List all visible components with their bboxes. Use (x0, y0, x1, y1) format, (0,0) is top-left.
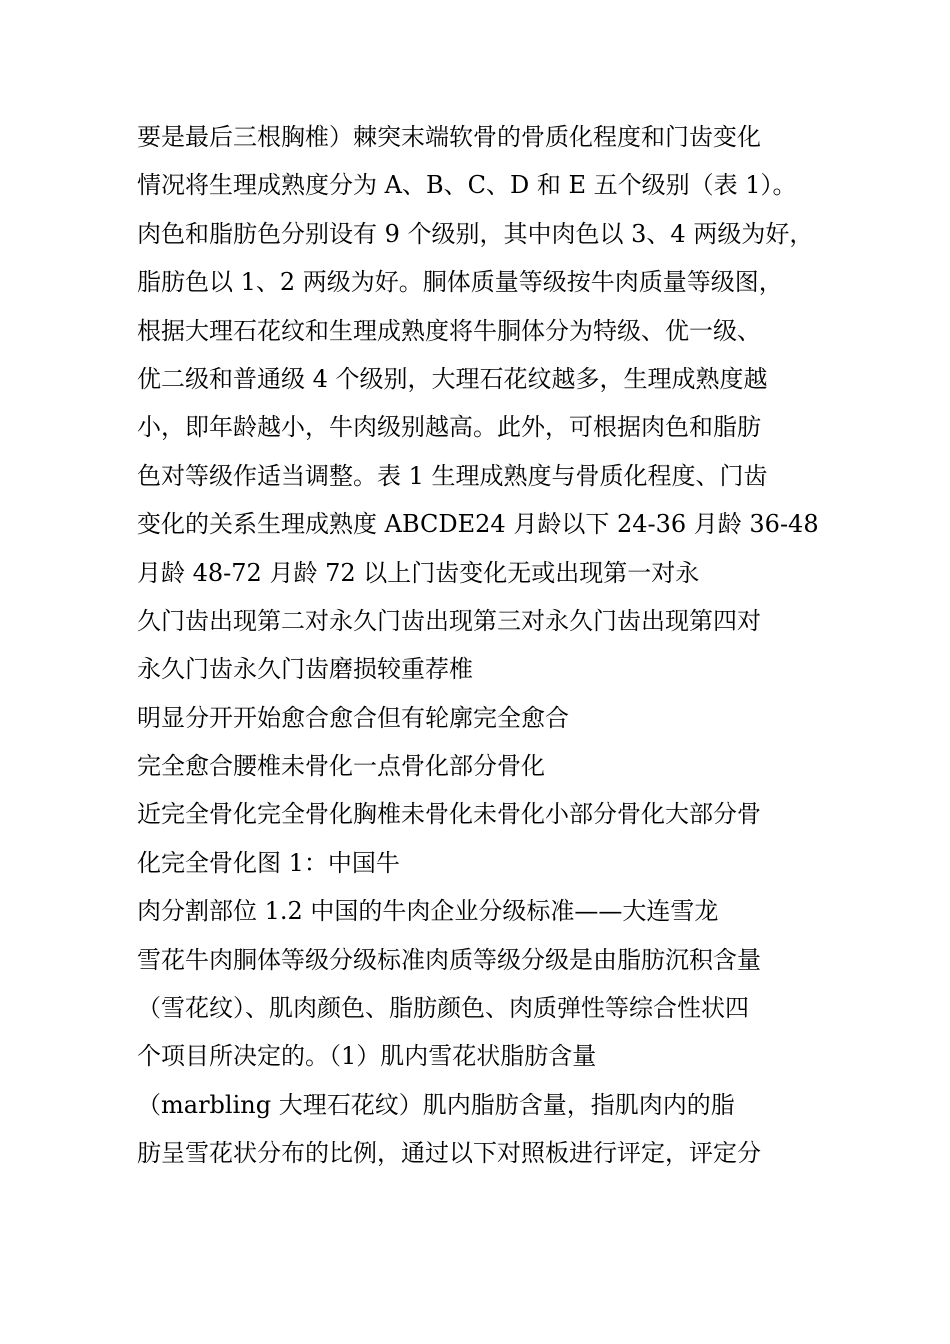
text-line: 根据大理石花纹和生理成熟度将牛胴体分为特级、优一级、 (137, 316, 761, 345)
text-line: 色对等级作适当调整。表 1 生理成熟度与骨质化程度、门齿 (137, 461, 768, 490)
text-line: 永久门齿永久门齿磨损较重荐椎 (137, 655, 473, 684)
text-line: 完全愈合腰椎未骨化一点骨化部分骨化 (137, 752, 545, 781)
text-line: 久门齿出现第二对永久门齿出现第三对永久门齿出现第四对 (137, 606, 761, 635)
text-line: 要是最后三根胸椎）棘突末端软骨的骨质化程度和门齿变化 (137, 123, 761, 151)
text-line: 月龄 48-72 月龄 72 以上门齿变化无或出现第一对永 (137, 558, 700, 587)
text-line: 化完全骨化图 1：中国牛 (137, 848, 400, 877)
text-line: （雪花纹）、肌肉颜色、脂肪颜色、肉质弹性等综合性状四 (137, 994, 749, 1023)
text-line: 小，即年龄越小，牛肉级别越高。此外，可根据肉色和脂肪 (137, 413, 761, 442)
text-line: 肪呈雪花状分布的比例，通过以下对照板进行评定，评定分 (137, 1139, 761, 1168)
text-line: 情况将生理成熟度分为 A、B、C、D 和 E 五个级别（表 1）。 (137, 171, 797, 200)
text-line: 变化的关系生理成熟度 ABCDE24 月龄以下 24-36 月龄 36-48 (137, 510, 819, 539)
text-line: 肉分割部位 1.2 中国的牛肉企业分级标准——大连雪龙 (137, 897, 719, 926)
text-line: 脂肪色以 1、2 两级为好。胴体质量等级按牛肉质量等级图， (137, 268, 783, 297)
text-line: 肉色和脂肪色分别设有 9 个级别，其中肉色以 3、4 两级为好， (137, 219, 814, 248)
text-line: （marbling 大理石花纹）肌内脂肪含量，指肌肉内的脂 (137, 1090, 735, 1119)
body-text (137, 113, 837, 1178)
text-line: 雪花牛肉胴体等级分级标准肉质等级分级是由脂肪沉积含量 (137, 945, 761, 974)
text-line: 优二级和普通级 4 个级别，大理石花纹越多，生理成熟度越 (137, 364, 768, 393)
text-line: 个项目所决定的。（1）肌内雪花状脂肪含量 (137, 1042, 597, 1071)
text-line: 近完全骨化完全骨化胸椎未骨化未骨化小部分骨化大部分骨 (137, 800, 761, 829)
text-line: 明显分开开始愈合愈合但有轮廓完全愈合 (137, 703, 569, 732)
